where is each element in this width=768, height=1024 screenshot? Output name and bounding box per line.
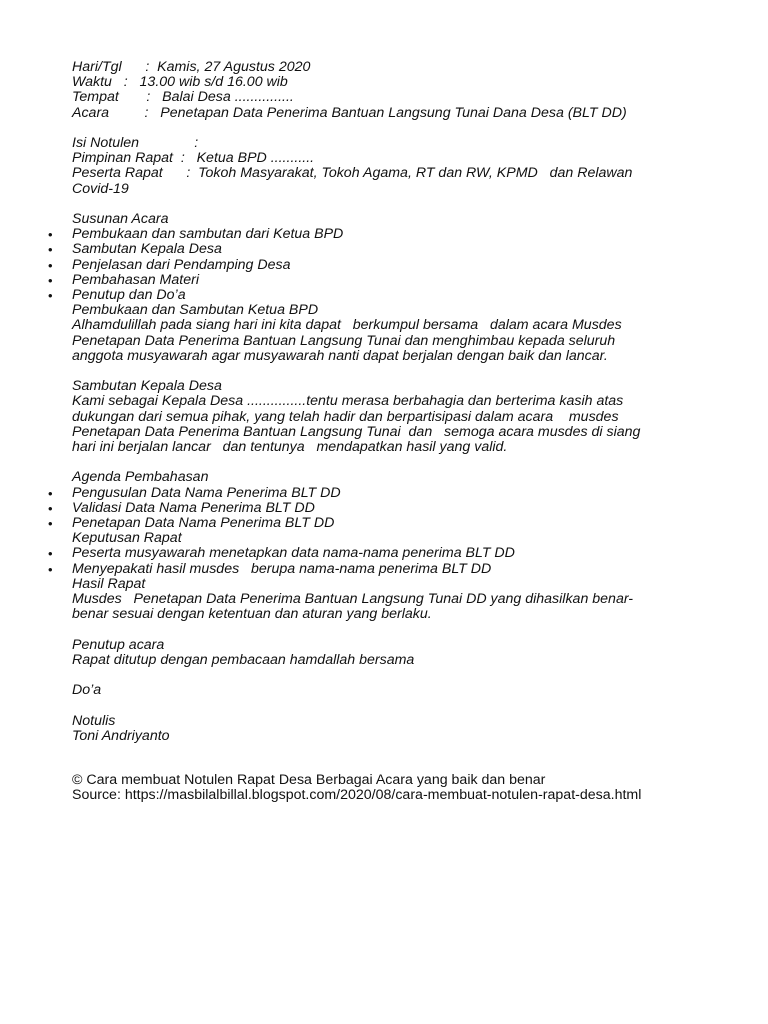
spacer	[0, 197, 768, 212]
village-head-text-line: hari ini berjalan lancar dan tentunya mendapatkan hasil yang valid.	[72, 439, 508, 456]
village-head-text-line: dukungan dari semua pihak, yang telah hadir dan berpartisipasi dalam acara musdes	[72, 408, 619, 425]
copyright-line: © Cara membuat Notulen Rapat Desa Berbagai Acara yang baik dan benar	[72, 772, 546, 788]
spacer	[0, 668, 768, 683]
meeting-chair: Pimpinan Rapat : Ketua BPD ...........	[72, 150, 315, 167]
schedule-item: • Penutup dan Do’a	[0, 288, 768, 303]
prayer-heading: Do’a	[72, 682, 102, 699]
decision-item: • Menyepakati hasil musdes berupa nama-nama penerima BLT DD	[0, 562, 768, 577]
result-heading: Hasil Rapat	[72, 575, 146, 592]
minutes-label: Isi Notulen :	[72, 135, 199, 151]
meeting-participants: Peserta Rapat : Tokoh Masyarakat, Tokoh Agama, RT dan RW, KPMD dan Relawan	[72, 165, 633, 182]
source-url: Source: https://masbilalbillal.blogspot.com/2020/08/cara-membuat-notulen-rapat-desa.html	[72, 787, 642, 804]
decision-item: • Peserta musyawarah menetapkan data nama-nama penerima BLT DD	[0, 546, 768, 561]
schedule-item: • Penjelasan dari Pendamping Desa	[0, 258, 768, 273]
decision-heading: Keputusan Rapat	[72, 530, 182, 547]
village-head-text-line: Penetapan Data Penerima Bantuan Langsung Tunai dan semoga acara musdes di siang	[72, 423, 641, 440]
attribution-footer	[72, 773, 641, 803]
result-text-line: Musdes Penetapan Data Penerima Bantuan Langsung Tunai DD yang dihasilkan benar-	[72, 591, 634, 608]
spacer	[0, 698, 768, 713]
minute-taker-label: Notulis	[72, 712, 116, 729]
schedule-item: • Pembukaan dan sambutan dari Ketua BPD	[0, 227, 768, 242]
meeting-time: Waktu : 13.00 wib s/d 16.00 wib	[72, 74, 288, 91]
spacer	[0, 622, 768, 637]
spacer	[0, 455, 768, 470]
agenda-item: • Penetapan Data Nama Penerima BLT DD	[0, 516, 768, 531]
schedule-item: • Sambutan Kepala Desa	[0, 242, 768, 257]
closing-text: Rapat ditutup dengan pembacaan hamdallah bersama	[72, 651, 415, 668]
opening-text-line: anggota musyawarah agar musyawarah nanti dapat berjalan dengan baik dan lancar.	[72, 347, 608, 364]
opening-text-line: Alhamdulillah pada siang hari ini kita dapat berkumpul bersama dalam acara Musdes	[72, 317, 622, 334]
schedule-heading: Susunan Acara	[72, 211, 169, 227]
meeting-participants-cont: Covid-19	[72, 180, 129, 197]
agenda-item: • Pengusulan Data Nama Penerima BLT DD	[0, 486, 768, 501]
opening-heading: Pembukaan dan Sambutan Ketua BPD	[72, 302, 319, 319]
meeting-day-date: Hari/Tgl : Kamis, 27 Agustus 2020	[72, 59, 311, 75]
village-head-text-line: Kami sebagai Kepala Desa ...............tentu merasa berbahagia dan berterima kasih atas	[72, 393, 624, 410]
closing-heading: Penutup acara	[72, 636, 165, 653]
spacer	[0, 121, 768, 136]
meeting-agenda-title: Acara : Penetapan Data Penerima Bantuan Langsung Tunai Dana Desa (BLT DD)	[72, 104, 627, 121]
minute-taker-name: Toni Andriyanto	[72, 727, 170, 744]
village-head-heading: Sambutan Kepala Desa	[72, 378, 222, 395]
meeting-place: Tempat : Balai Desa ...............	[72, 89, 294, 106]
agenda-item: • Validasi Data Nama Penerima BLT DD	[0, 501, 768, 516]
result-text-line: benar sesuai dengan ketentuan dan aturan yang berlaku.	[72, 606, 432, 623]
schedule-item: • Pembahasan Materi	[0, 273, 768, 288]
opening-text-line: Penetapan Data Penerima Bantuan Langsung Tunai dan menghimbau kepada seluruh	[72, 332, 616, 349]
document-body	[0, 60, 768, 744]
spacer	[0, 364, 768, 379]
agenda-heading: Agenda Pembahasan	[72, 469, 209, 486]
